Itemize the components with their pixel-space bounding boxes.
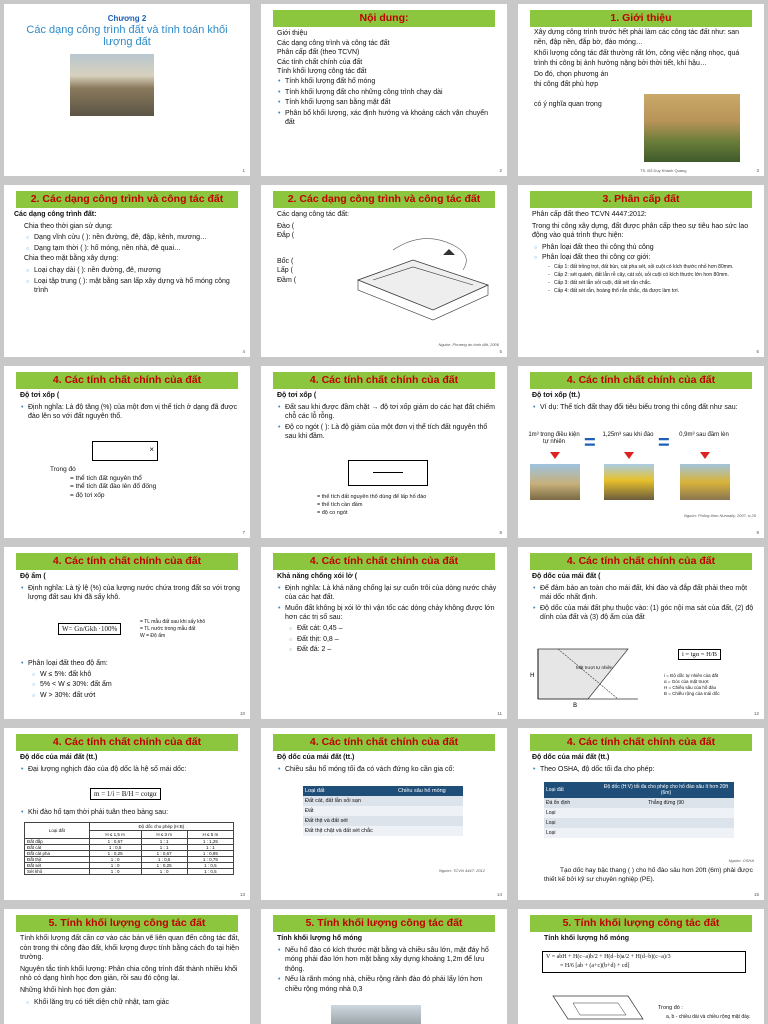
paragraph: có ý nghĩa quan trọng (534, 100, 602, 108)
slope-diagram (528, 639, 648, 709)
list-item: • Phân loại đất theo độ ẩm: (28, 659, 240, 669)
subtitle: Độ dốc của mái đất ( (532, 573, 601, 580)
list-item: ○ Đất đá: 2 – (297, 645, 497, 655)
slide-number: 12 (753, 711, 759, 716)
slide-title: 3. Phân cấp đất (530, 191, 752, 208)
slide-title: 4. Các tính chất chính của đất (16, 372, 238, 389)
work-item: Đầm ( (277, 276, 297, 284)
soil-class: - Cấp 3: đất sét lẫn sỏi cuội, đất sét rắn chắc. (554, 280, 754, 287)
equals-sign-2: = (658, 432, 670, 454)
slide-number: 13 (239, 892, 245, 897)
slide-number: 10 (239, 711, 245, 716)
subtitle: Độ dốc của mái đất (tt.) (20, 754, 98, 761)
cover-photo (70, 54, 154, 116)
slide-15 (518, 728, 764, 900)
slide-2 (261, 4, 507, 176)
definition: • Định nghĩa: Là độ tăng (%) của một đơn vị thể tích ở dạng đã được đào lên so với đất nguyên thổ. (28, 403, 240, 422)
slide-number: 6 (756, 349, 759, 354)
chapter-title: Các dạng công trình đất và tính toán khối lượng đất (26, 24, 228, 48)
svg-text:B: B (573, 702, 578, 709)
toc-item: Các tính chất chính của đất (277, 58, 363, 66)
work-item: Bốc ( (277, 257, 294, 265)
slide-title: 5. Tính khối lượng công tác đất (273, 915, 495, 932)
slide-number: 4 (242, 349, 245, 354)
table-header: Loại đất (25, 823, 90, 839)
subtitle: Phân cấp đất theo TCVN 4447:2012: (532, 211, 647, 218)
slide-13 (4, 728, 250, 900)
toc-subitem: • Tính khối lượng đất cho những công trình chạy dài (285, 88, 497, 98)
formula-line: = H/6 [ab + (a+c)(b+d) + cd] (560, 963, 630, 969)
table-cell: 1 : 0 (141, 869, 187, 875)
slide-title: 4. Các tính chất chính của đất (273, 372, 495, 389)
slide-number: 14 (496, 892, 502, 897)
foundation-photo (331, 1005, 421, 1024)
soil-class: - Cấp 1: đất trồng trọt, đất bùn, cát pha sét, sỏi cuội có kích thước nhỏ hơn 80mm. (554, 264, 754, 271)
volume-1: 1m³ trong điều kiện tự nhiên (528, 432, 580, 445)
table-header: Loại đất (546, 787, 564, 793)
arrow-down-icon (624, 452, 634, 459)
legend-item: i = Độ dốc tự nhiên của đất (664, 673, 719, 678)
table-cell: 1 : 0,67 (141, 851, 187, 857)
slide-number: 8 (499, 530, 502, 535)
subtitle: Độ tơi xốp ( (20, 392, 60, 399)
table-cell: 1 : 0 (89, 863, 141, 869)
work-item: Đắp ( (277, 232, 295, 240)
legend-item: = TL mẫu đất sau khi sấy khô (140, 619, 206, 625)
slope-legend (664, 673, 720, 697)
subtitle: Các dạng công trình đất: (14, 211, 97, 218)
soil-class: - Cấp 2: sét quánh, đất lẫn rễ cây, cát sỏi, sỏi cuội có kích thước lớn hơn 80mm. (554, 272, 754, 279)
list-item: • Chiều sâu hố móng tối đa có vách đứng ko cần gia cố: (285, 765, 497, 775)
earthwork-sketch (353, 225, 493, 325)
text: Chia theo thời gian sử dụng: (24, 222, 113, 230)
slide-6 (518, 185, 764, 357)
slide-title: 4. Các tính chất chính của đất (273, 734, 495, 751)
table-header: Độ dốc cho phép (H:B) (89, 823, 233, 831)
svg-text:H: H (530, 672, 535, 679)
formula-box (92, 441, 158, 461)
volume-formula (542, 951, 746, 973)
slip-plane-label: Mặt trượt tự nhiên (576, 665, 613, 670)
subtitle: Tính khối lượng hố móng (277, 935, 363, 942)
toc-item: Tính khối lượng công tác đất (277, 68, 367, 76)
table-cell: 1 : 0,75 (187, 857, 233, 863)
subtitle: Độ dốc của mái đất (tt.) (277, 754, 355, 761)
equals-sign-1: = (584, 432, 596, 454)
paragraph: Tạo dốc hay bậc thang ( ) cho hố đào sâu hơn 20ft (6m) phải được thiết kế bởi kỹ sư chuyên nghiệp (PE). (544, 867, 753, 883)
formula-line: V = abH + H(c−a)b/2 + H(d−b)a/2 + H(d−b)(c−a)/3 (546, 954, 671, 960)
slide-14 (261, 728, 507, 900)
source-note: Nguồn: OSHA (728, 858, 754, 863)
table-cell: 1 : 1 (141, 839, 187, 845)
subtitle: Độ tơi xốp (tt.) (532, 392, 581, 399)
slide-title: 1. Giới thiệu (530, 10, 752, 27)
list-item: • Độ co ngót ( ): Là độ giảm của một đơn vị thể tích đất nguyên thổ sau khi đầm. (285, 423, 497, 442)
list-item: ○ Phân loại đất theo thi công cơ giới: (542, 253, 754, 263)
depth-table (303, 786, 463, 836)
table-header: H ≤ 5 m (187, 831, 233, 839)
table-cell: Loại (546, 820, 556, 826)
toc-item: Phân cấp đất (theo TCVN) (277, 49, 360, 57)
list-item: ○ Đất cát: 0,45 – (297, 624, 497, 634)
slope-formula: i = tgα = H/B (678, 649, 721, 660)
volume-2: 1,25m³ sau khi đào (602, 432, 654, 438)
slide-11 (261, 547, 507, 719)
table-cell: 1 : 1 (187, 845, 233, 851)
subtitle: Các dạng công tác đất: (277, 211, 349, 218)
table-cell: Đất (305, 808, 314, 814)
paragraph: Tính khối lượng đất cần cơ vào các bản vẽ liên quan đến công tác đất, còn trong thi công đào đất, khối lượng được tính bằng cách đo tại hiện trường. (20, 935, 240, 962)
table-cell: Loại (546, 810, 556, 816)
list-item: • Muốn đất không bị xói lở thì vận tốc các dòng chảy không được lớn hơn các trị số sau: (285, 604, 497, 623)
slide-18 (518, 909, 764, 1024)
text: a, b - chiều dài và chiều rộng mặt đáy. (666, 1014, 751, 1020)
legend-item: = độ co ngót (317, 510, 348, 516)
definition: • Định nghĩa: Là khả năng chống lại sự cuốn trôi của dòng nước chảy của các hạt đất. (285, 584, 497, 603)
formula-legend (140, 619, 205, 640)
list-item: • Đại lượng nghịch đảo của độ dốc là hệ số mái dốc: (28, 765, 240, 775)
arrow-down-icon (550, 452, 560, 459)
slide-number: 15 (753, 892, 759, 897)
table-cell: 1 : 0 (89, 857, 141, 863)
table-row (25, 869, 234, 875)
text: Trong đó : (658, 1005, 683, 1011)
list-item: • Đất sau khi được đầm chặt → độ tơi xốp giảm do các hạt đất chiếm chỗ các lỗ rỗng. (285, 403, 497, 422)
chapter-label: Chương 2 (107, 14, 147, 23)
work-item: Đào ( (277, 222, 295, 230)
list-item: ○ Loại chạy dài ( ): nền đường, đê, mương (34, 266, 240, 276)
source-note: Nguồn: Phương án bình đất, 2006 (438, 342, 499, 347)
list-item: • Độ dốc của mái đất phụ thuộc vào: (1) góc nội ma sát của đất, (2) độ dính của đất và (3) độ ẩm của đất (540, 604, 754, 623)
slide-5 (261, 185, 507, 357)
table-cell: Đất cát (25, 845, 90, 851)
subtitle: Độ tơi xốp ( (277, 392, 317, 399)
table-cell: Đất thịt (25, 857, 90, 863)
slide-title: 4. Các tính chất chính của đất (273, 553, 495, 570)
legend-item: α = Góc của mặt trượt (664, 679, 709, 684)
list-item: • Ví dụ: Thể tích đất thay đổi tiêu biểu trong thi công đất như sau: (540, 403, 754, 413)
slide-title: 2. Các dạng công trình và công tác đất (16, 191, 238, 208)
table-cell: Sét khô (25, 869, 90, 875)
list-item: • Nếu hố đào có kích thước mặt bằng và chiều sâu lớn, mặt đáy hố móng phải đào lớn hơn mặt bằng xây dựng khoảng 1,2m để lưu thông. (285, 946, 497, 975)
slide-title: 4. Các tính chất chính của đất (530, 734, 752, 751)
slope-coefficient-formula: m = 1/i = B/H = cotgα (90, 788, 161, 800)
table-header: Độ dốc (H:V) tối đa cho phép cho hố đào sâu ít hơn 20ft (6m) (603, 784, 729, 796)
table-cell: 1 : 0,5 (89, 845, 141, 851)
table-header: Chiều sâu hố móng (398, 788, 446, 794)
table-cell: 1 : 0,5 (187, 863, 233, 869)
slide-8 (261, 366, 507, 538)
list-item: ○ W > 30%: đất ướt (40, 691, 240, 701)
paragraph: Trong thi công xây dựng, đất được phân cấp theo sự tiêu hao sức lao động vào quá trình thực hiện: (532, 222, 749, 240)
slide-title: Nội dung: (273, 10, 495, 27)
legend-item: B = Chiều rộng của mái dốc (664, 691, 720, 696)
list-item: ○ Phân loại đất theo thi công thủ công (542, 243, 754, 253)
slide-17 (261, 909, 507, 1024)
paragraph: Khối lượng công tác đất thường rất lớn, công việc nặng nhọc, quá trình thi công bị ảnh hưởng nặng bởi thời tiết, khí hậu… (534, 50, 740, 67)
paragraph: Những khối hình học đơn giản: (20, 986, 117, 994)
list-item: ○ Khối lăng trụ có tiết diện chữ nhật, tam giác (34, 998, 240, 1008)
slide-number: 11 (497, 711, 502, 716)
slide-number: 7 (242, 530, 245, 535)
list-item: • Để đảm bảo an toàn cho mái đất, khi đào và đắp đất phải theo một mái dốc nhất định. (540, 584, 754, 603)
dump-truck-photo (604, 464, 654, 500)
excavator-photo (530, 464, 580, 500)
pit-diagram (548, 991, 648, 1021)
slide-title: 4. Các tính chất chính của đất (530, 372, 752, 389)
slide-number: 2 (499, 168, 502, 173)
slide-16 (4, 909, 250, 1024)
slide-title: 4. Các tính chất chính của đất (16, 734, 238, 751)
table-cell: 1 : 0,85 (187, 851, 233, 857)
slide-title: 2. Các dạng công trình và công tác đất (273, 191, 495, 208)
list-item: ○ W ≤ 5%: đất khô (40, 670, 240, 680)
list-item: ○ 5% < W ≤ 30%: đất ẩm (40, 680, 240, 690)
subtitle: Độ dốc của mái đất (tt.) (532, 754, 610, 761)
text: Chia theo mặt bằng xây dựng: (24, 255, 119, 263)
table-header: H ≤ 3 m (141, 831, 187, 839)
text: Trong đó (50, 466, 76, 473)
formula-box (348, 460, 428, 486)
table-cell: Đất cát pha (25, 851, 90, 857)
arrow-down-icon (700, 452, 710, 459)
table-cell: Đất thịt chặt và đất sét chắc (305, 828, 373, 834)
legend-item: W = Độ ẩm (140, 633, 166, 639)
soil-class: - Cấp 4: đất sét rắn, hoàng thổ rắn chắc, đá được làm tơi. (554, 288, 754, 295)
table-cell: 1 : 1 (141, 845, 187, 851)
slide-title: 4. Các tính chất chính của đất (16, 553, 238, 570)
source-note: Nguồn: TCVN 4447: 2012 (438, 868, 485, 873)
paragraph: Xây dựng công trình trước hết phải làm các công tác đất như: san nền, đập nền, đắp bờ, đào móng… (534, 29, 740, 46)
paragraph: Do đó, chọn phương án thi công đất phù hợp (534, 71, 609, 88)
toc-subitem: • Phân bổ khối lượng, xác định hướng và khoảng cách vận chuyển đất (285, 109, 497, 128)
subtitle: Khả năng chống xói lở ( (277, 573, 358, 580)
table-cell: Đá ổn định (546, 800, 571, 806)
table-cell: 1 : 0,5 (141, 857, 187, 863)
slide-12 (518, 547, 764, 719)
table-header: H ≤ 1,5 m (89, 831, 141, 839)
table-cell: Đất thịt và đất sét (305, 818, 348, 824)
subtitle: Tính khối lượng hố móng (544, 935, 630, 942)
compactor-photo (680, 464, 730, 500)
osha-table (544, 782, 734, 838)
paragraph: Nguyên tắc tính khối lượng: Phân chia công trình đất thành nhiều khối nhỏ có dạng hình học đơn giản, rồi sau đó cộng lại. (20, 965, 238, 983)
table-cell: Đất cát, đất lẫn sỏi sạn (305, 798, 361, 804)
list-item: ○ Dạng vĩnh cửu ( ): nền đường, đê, đập, kênh, mương… (34, 233, 240, 243)
table-cell: Thẳng đứng (90 (648, 800, 684, 806)
excavation-photo (644, 94, 740, 162)
volume-3: 0,9m³ sau đầm lèn (679, 432, 729, 438)
list-item: ○ Loại tập trung ( ): mặt bằng san lấp xây dựng và hố móng công trình (34, 277, 240, 296)
slide-7 (4, 366, 250, 538)
legend-item: H = Chiều sâu của hố đào (664, 685, 717, 690)
legend-item: = thể tích đất nguyên thổ (70, 474, 142, 482)
work-item: Lấp ( (277, 267, 293, 275)
slide-9 (518, 366, 764, 538)
list-item: • Khi đào hố tạm thời phải tuân theo bảng sau: (28, 808, 240, 818)
table-header: Loại đất (305, 788, 325, 794)
toc-subitem: • Tính khối lượng đất hố móng (285, 77, 497, 87)
list-item: • Theo OSHA, độ dốc tối đa cho phép: (540, 765, 754, 775)
slide-4 (4, 185, 250, 357)
legend-item: = thể tích đất nguyên thổ dùng để lấp hố đào (317, 494, 427, 500)
table-cell: Đất đắp (25, 839, 90, 845)
table-cell: 1 : 0,5 (187, 869, 233, 875)
table-cell: 1 : 0,25 (89, 851, 141, 857)
slide-number: 9 (756, 530, 759, 535)
slide-10 (4, 547, 250, 719)
slide-title: 5. Tính khối lượng công tác đất (530, 915, 752, 932)
toc-subitem: • Tính khối lượng san bằng mặt đất (285, 98, 497, 108)
legend-item: = TL nước trong mẫu đất (140, 626, 196, 632)
list-item: ○ Dạng tạm thời ( ): hố móng, nền nhà, đê quai… (34, 244, 240, 254)
definition: • Định nghĩa: Là tỷ lệ (%) của lượng nước chứa trong đất so với trọng lượng đất sau khi đã sấy khô. (28, 584, 240, 603)
slide-title: 4. Các tính chất chính của đất (530, 553, 752, 570)
multiply-sign: × (149, 445, 154, 454)
table-cell: 1 : 0 (89, 869, 141, 875)
slide-title: 5. Tính khối lượng công tác đất (16, 915, 238, 932)
table-cell: Loại (546, 830, 556, 836)
table-cell: 1 : 1,25 (187, 839, 233, 845)
table-cell: Đất sét (25, 863, 90, 869)
slope-table (24, 822, 234, 875)
slide-3 (518, 4, 764, 176)
subtitle: Độ ẩm ( (20, 573, 46, 580)
slide-number: 3 (756, 168, 759, 173)
legend-item: = thể tích cần đầm (317, 502, 363, 508)
table-cell: 1 : 0,25 (141, 863, 187, 869)
slide-1 (4, 4, 250, 176)
slide-number: 5 (499, 349, 502, 354)
legend-item: = thể tích đất đào lên đổ đống (70, 483, 157, 490)
toc-item: Giới thiệu (277, 30, 308, 37)
table-cell: 1 : 0,67 (89, 839, 141, 845)
slide-number: 1 (242, 168, 245, 173)
credit: TS. Đỗ Duy Khánh Quang (640, 168, 687, 173)
legend-item: = độ tơi xốp (70, 491, 105, 499)
list-item: • Nếu là rãnh móng nhà, chiều rộng rãnh đào đó phải lấy lớn hơn chiều rộng móng nhà 0,3 (285, 975, 497, 994)
moisture-formula: W= Gn/Gkh ·100% (58, 623, 121, 635)
list-item: ○ Đất thịt: 0,8 – (297, 635, 497, 645)
toc-item: Các dạng công trình và công tác đất (277, 39, 390, 47)
toc (277, 29, 497, 129)
source-note: Nguồn: Phỏng theo Nunnally, 2007, tr.26 (683, 513, 756, 518)
